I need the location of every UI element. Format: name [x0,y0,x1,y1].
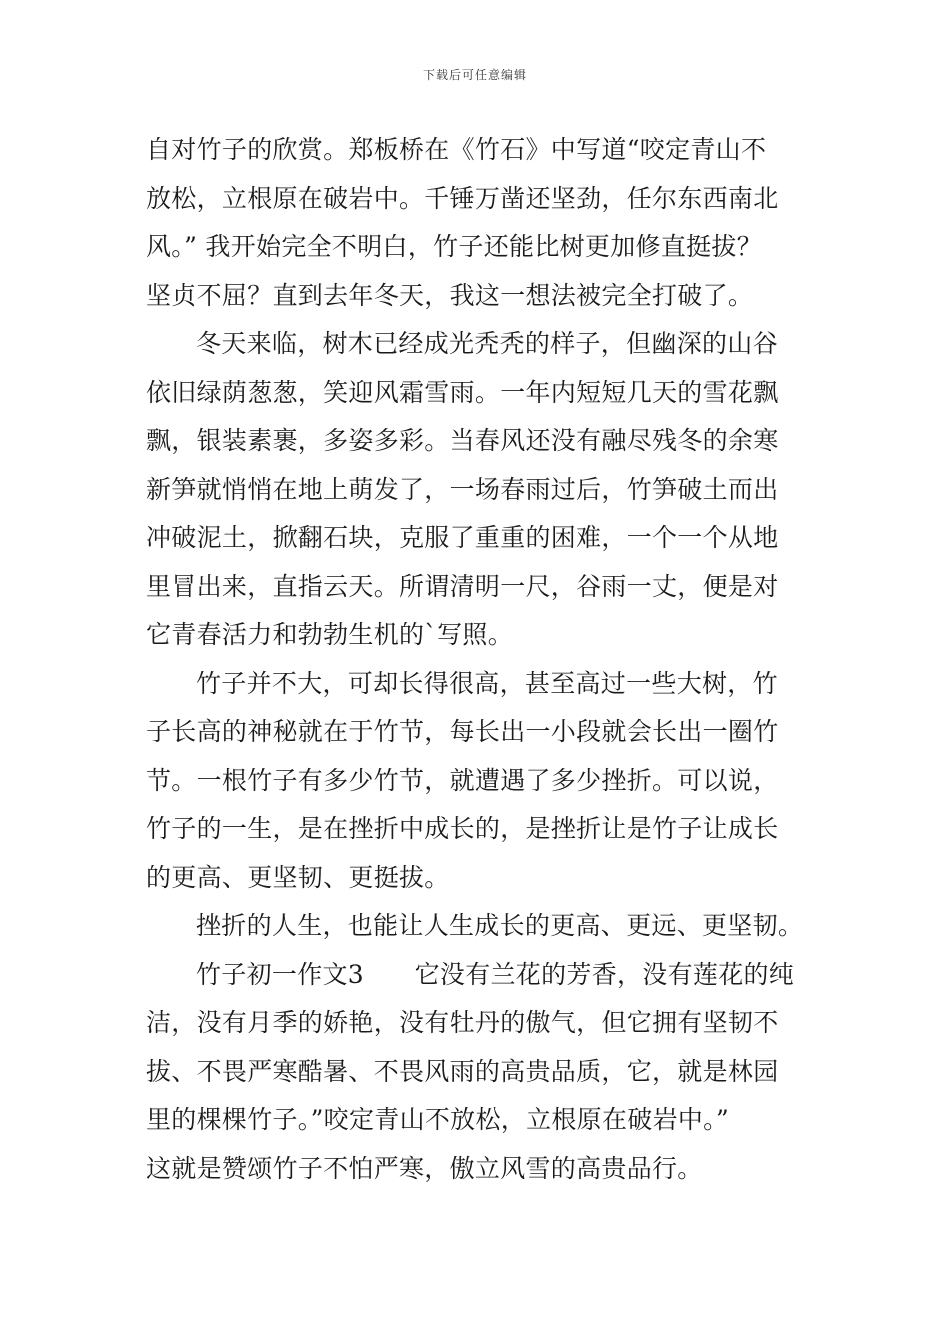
text-line: 新笋就悄悄在地上萌发了，一场春雨过后，竹笋破土而出 [146,474,779,504]
text-line: 这就是赞颂竹子不怕严寒，傲立风雪的高贵品行。 [146,1153,703,1183]
text-line: 竹子并不大，可却长得很高，甚至高过一些大树，竹 [196,668,778,698]
text-line: 里的棵棵竹子。”咬定青山不放松，立根原在破岩中。” [146,1105,730,1134]
text-line: 洁，没有月季的娇艳，没有牡丹的傲气，但它拥有坚韧不 [146,1008,779,1037]
text-line: 它青春活力和勃勃生机的`写照。 [146,620,514,649]
text-line: 竹子的一生，是在挫折中成长的，是挫折让是竹子让成长 [146,814,779,843]
page-header: 下载后可任意编辑 [422,68,527,82]
text-line: 拔、不畏严寒酷暑、不畏风雨的高贵品质，它，就是林园 [146,1056,779,1086]
text-line: 坚贞不屈？直到去年冬天，我这一想法被完全打破了。 [146,280,754,310]
text-line: 节。一根竹子有多少竹节，就遭遇了多少挫折。可以说， [146,765,779,795]
text-line: 飘，银装素裹，多姿多彩。当春风还没有融尽残冬的余寒 [146,426,779,455]
text-line: 冬天来临，树木已经成光秃秃的样子，但幽深的山谷 [196,329,778,358]
text-line: 放松，立根原在破岩中。千锤万凿还坚劲，任尔东西南北 [146,183,779,213]
text-line: 挫折的人生，也能让人生成长的更高、更远、更坚韧。 [196,911,804,940]
text-line: 的更高、更坚韧、更挺拔。 [146,862,450,892]
text-line: 自对竹子的欣赏。郑板桥在《竹石》中写道“咬定青山不 [146,135,767,164]
text-line: 风。” 我开始完全不明白，竹子还能比树更加修直挺拔？ [146,232,763,261]
document-body [146,126,814,1193]
text-line: 冲破泥土，掀翻石块，克服了重重的困难，一个一个从地 [146,523,779,552]
text-line: 竹子初一作文3 它没有兰花的芳香，没有莲花的纯 [196,959,795,989]
text-line: 里冒出来，直指云天。所谓清明一尺，谷雨一丈，便是对 [146,571,779,601]
text-line: 子长高的神秘就在于竹节，每长出一小段就会长出一圈竹 [146,717,779,746]
text-line: 依旧绿荫葱葱，笑迎风霜雪雨。一年内短短几天的雪花飘 [146,377,779,407]
